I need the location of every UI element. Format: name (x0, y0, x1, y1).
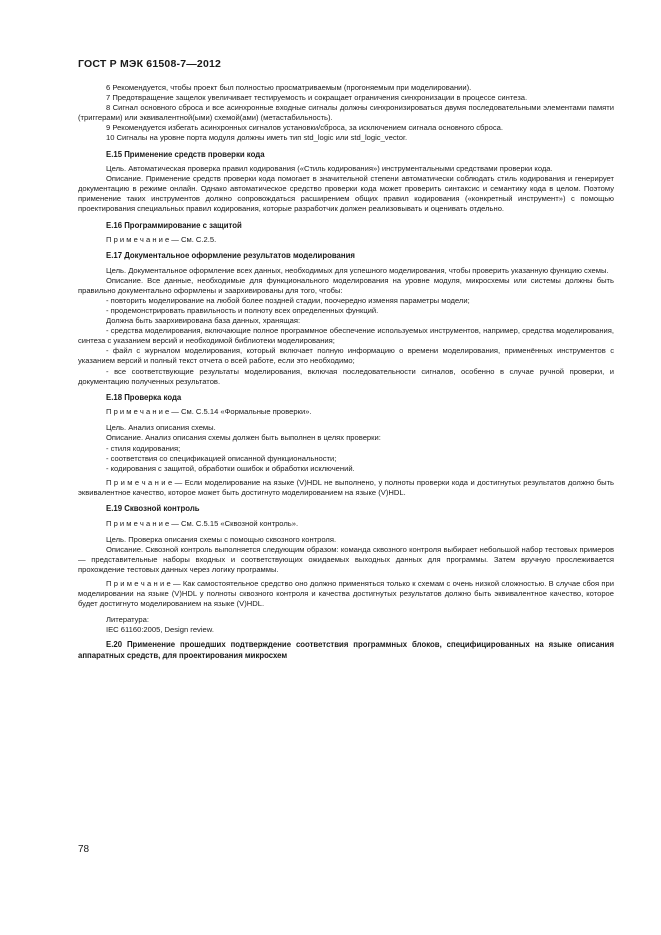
section-e16-title: Е.16 Программирование с защитой (106, 220, 242, 230)
section-e18-note: П р и м е ч а н и е — Если моделирование на языке (V)HDL не выполнено, у полноты проверки кода и достигнутых результатов должно быть эквивалентное качество, которое может быть достигнуто моделированием на языке (V)HDL. (78, 477, 614, 497)
document-page (78, 58, 614, 661)
section-e18-bullet: - кодирования с защитой, обработки ошибок и обработки исключений. (106, 463, 355, 473)
literature-label: Литература: (106, 615, 149, 625)
section-e18-title: Е.18 Проверка кода (106, 392, 182, 402)
section-e19-title: Е.19 Сквозной контроль (106, 504, 200, 513)
intro-item: 6 Рекомендуется, чтобы проект был полностью просматриваемым (прогоняемым при моделировании). (106, 83, 472, 92)
page-number: 78 (78, 844, 90, 855)
section-e20-title: Е.20 Применение прошедших подтверждение соответствия программных блоков, специфицированных на языке описания аппаратных средств, для проектирования микросхем (78, 640, 614, 660)
section-e17-paragraph: Описание. Все данные, необходимые для функционального моделирования на уровне модуля, микросхемы или системы должны быть правильно документально оформлены и заархивированы для того, чтобы: (78, 275, 614, 295)
section-e17-paragraph: Должна быть заархивирована база данных, хранящая: (106, 316, 301, 326)
section-e17-paragraph: Цель. Документальное оформление всех данных, необходимых для успешного моделирования, чтобы проверить указанную функцию схемы. (106, 265, 609, 275)
section-e19-note: П р и м е ч а н и е — См. С.5.15 «Сквозной контроль». (106, 518, 299, 528)
intro-list (78, 83, 614, 144)
section-e17-bullet: - файл с журналом моделирования, который включает полную информацию о времени моделирования, применённых инструментов с указанием версий и полный текст отчета о всей работе, если это необходимо; (78, 346, 614, 366)
intro-item: 10 Сигналы на уровне порта модуля должны иметь тип std_logic или std_logic_vector. (106, 133, 408, 143)
section-e15-goal: Цель. Автоматическая проверка правил кодирования («Стиль кодирования») инструментальными средствами проверки кода. (106, 164, 553, 174)
section-e17-bullet: - продемонстрировать правильность и полноту всех определенных функций. (106, 306, 379, 315)
section-e17-bullet: - все соответствующие результаты моделирования, включая последовательности сигналов, особенно в случае ручной проверки, и документацию полученных результатов. (78, 366, 614, 386)
intro-item: 8 Сигнал основного сброса и все асинхронные входные сигналы должны синхронизироваться двумя последовательными элементами памяти (триггерами) или эквивалентной(ыми) схемой(ами) (метастабильность). (78, 103, 614, 123)
literature-reference: IEC 61160:2005, Design review. (106, 625, 214, 635)
section-e15-description: Описание. Применение средств проверки кода помогает в значительной степени автоматически соблюдать стиль кодирования и генерирует документацию в режиме онлайн. Однако автоматическое средство проверки кода может проверить синтаксис и семантику кода в целом. Поэтому применение таких инструментов должно сопровождаться расширением общих правил кодирования («конкретный инструмент») с помощью проектирования специальных правил кодирования, которые разработчик должен реализовывать и оценивать отдельно. (78, 174, 614, 214)
section-e18-note: П р и м е ч а н и е — См. С.5.14 «Формальные проверки». (106, 407, 312, 417)
section-e18-paragraph: Описание. Анализ описания схемы должен быть выполнен в целях проверки: (106, 433, 381, 443)
document-header: ГОСТ Р МЭК 61508-7—2012 (78, 58, 222, 70)
intro-item: 7 Предотвращение защелок увеличивает тестируемость и сокращает ограничения синхронизации в процессе синтеза. (106, 93, 528, 103)
intro-item: 9 Рекомендуется избегать асинхронных сигналов установки/сброса, за исключением сигнала основного сброса. (106, 123, 503, 133)
section-e19-paragraph: Описание. Сквозной контроль выполняется следующим образом: команда сквозного контроля выбирает небольшой набор тестовых примеров — представительные наборы входных и соответствующих ожидаемых выходных данных для программы. Затем вручную прослеживается прохождение тестовых данных через логику программы. (78, 544, 614, 574)
section-e18-paragraph: Цель. Анализ описания схемы. (106, 423, 216, 433)
section-e18-bullet: - стиля кодирования; (106, 443, 181, 453)
section-e16-note: П р и м е ч а н и е — См. С.2.5. (106, 235, 217, 245)
section-e18-bullet: - соответствия со спецификацией описанной функциональности; (106, 453, 337, 463)
section-e19-paragraph: Цель. Проверка описания схемы с помощью сквозного контроля. (106, 534, 337, 544)
section-e17-bullet: - повторить моделирование на любой более поздней стадии, поочередно изменяя параметры модели; (106, 295, 470, 305)
section-e15-title: Е.15 Применение средств проверки кода (106, 149, 265, 159)
section-e19-note: П р и м е ч а н и е — Как самостоятельное средство оно должно применяться только к схемам с очень низкой сложностью. В случае сбоя при моделировании на языке (V)HDL у полноты сквозного контроля и качества достигнутых результатов должно быть эквивалентное качество, которое будет достигнуто моделированием на языке (V)HDL. (78, 578, 614, 609)
section-e17-bullet: - средства моделирования, включающие полное программное обеспечение используемых инструментов, например, средства моделирования, синтеза с указанием версий и необходимой библиотеки моделирования; (78, 326, 614, 346)
section-e17-title: Е.17 Документальное оформление результатов моделирования (106, 251, 355, 261)
